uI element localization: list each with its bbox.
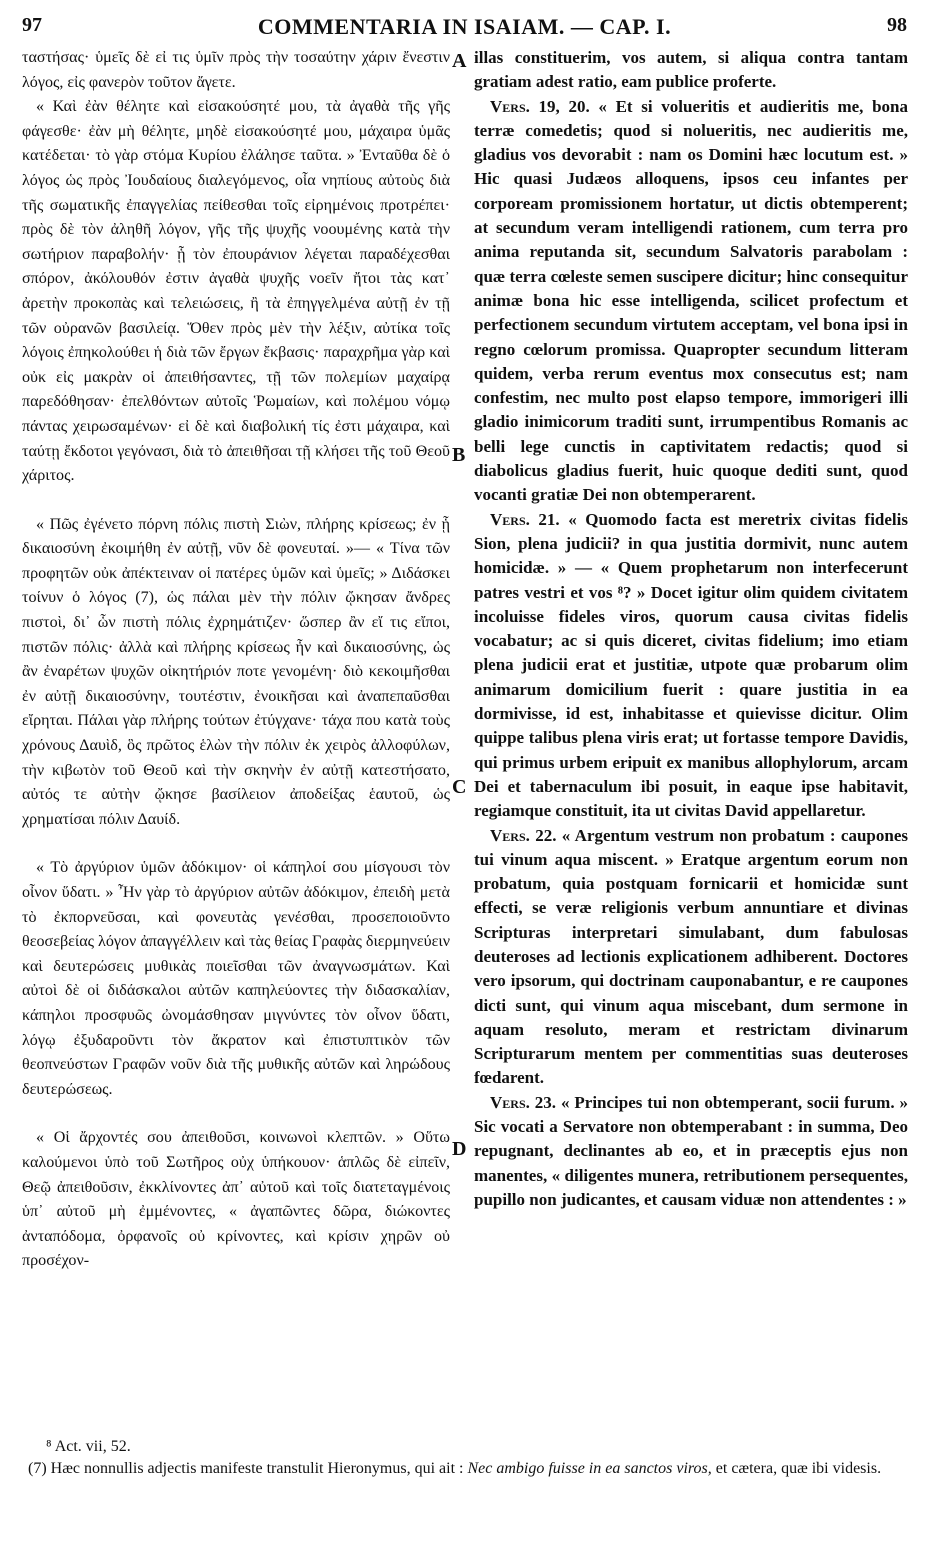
- greek-paragraph: « Καὶ ἐὰν θέλητε καὶ εἰσακούσητέ μου, τὰ ἀγαθὰ τῆς γῆς φάγεσθε· ἐὰν μὴ θέλητε, μηδὲ εἰσακούσητέ μου, μάχαιρα ὑμᾶς κατέδεται· τὸ γὰρ στόμα Κυρίου ἐλάλησε ταῦτα. » Ἐνταῦθα δὲ ὁ λόγος ὡς πρὸς Ἰουδαίους διαλεγόμενος, οἷα νηπίους αὐτοὺς διὰ τῆς σωματικῆς ἐπαγγελίας πείθεσθαι τοῖς εἰρημένοις προτρέπει· πρὸς δὲ τὸν ἀληθῆ λόγον, γῆς τῆς ψυχῆς νοουμένης κατὰ τὴν σωτήριον παραβολήν· ᾗ τὸν ἐπουράνιον λέγεται παραδέχεσθαι σπόρον, ἀκόλουθόν ἐστιν ἀγαθὰ ψυχῆς νοεῖν ἤτοι τὰς κατ᾽ ἀρετὴν προκοπὰς καὶ τελειώσεις, ἢ τὰ ἐπηγγελμένα αὐτῇ ἐν τῇ τῶν οὐρανῶν βασιλείᾳ. Ὅθεν πρὸς μὲν τὴν λέξιν, αὐτίκα τοῖς λόγοις ἐπηκολούθει ἡ διὰ τῶν ἔργων ἔκβασις· παραχρῆμα γὰρ καὶ οὐκ εἰς μακρὰν οἱ ἀπειθήσαντες, τῇ τῶν πολεμίων μαχαίρᾳ παρεδόθησαν· ἐπελθόντων αὐτοῖς Ῥωμαίων, καὶ πολέμου νόμῳ πάντας χειρωσαμένων· εἰ δὲ καὶ διαβολική τίς ἐστι μάχαιρα, καὶ ταύτῃ ἔκδοτοι γεγόνασι, διὰ τὸ ἀπειθῆσαι τῇ κλήσει τῆς τοῦ Θεοῦ χάριτος.: [22, 98, 450, 485]
- footnote-seven: [22, 1458, 907, 1480]
- latin-paragraph: [474, 508, 908, 824]
- latin-text: « Et si volueritis et audieritis me, bona terræ comedetis; quod si nolueritis, nec audieritis me, gladius vos devorabit : nam os Domini hæc locutum est. » Hic quasi Judæos alloquens, ipsos ceu infantes per corpoream promissionem hortatur, ut dictis obtemperent; at secundum veram intelligendi rationem, cum terra pro anima reputanda sit, secundum Salvatoris parabolam : quæ terra cœleste semen suscipere dicitur; hinc consequitur animæ bona hic esse intelligenda, scilicet profectum et perfectionem secundum virtutem acceptam, vel bona ipsi in regno cœlorum promissa. Quapropter secundum litteram quidem, verba rerum eventus mox consecutus est; nam confestim, nec multo post elapso tempore, immorigeri illi gladio inimicorum traditi sunt, irrumpentibus Romanis ac belli lege cunctis in captivitatem redactis; quod si diabolicus gladius fuerit, huic quoque dediti sunt, quod vocanti gratiæ Dei non obtemperarent.: [474, 96, 908, 505]
- latin-text: « Principes tui non obtemperant, socii furum. » Sic vocati a Servatore non obtemperabant : in summa, Deo repugnant, declinantes ab eo, et in præceptis ejus non manentes, « diligentes munera, retributionem persequentes, pupillo non judicantes, et causam viduæ non attendentes : »: [474, 1092, 908, 1209]
- verse-label: Vers. 22.: [490, 825, 557, 845]
- latin-text: « Quomodo facta est meretrix civitas fidelis Sion, plena judicii? in qua justitia dormivit, nunc autem homicidæ. » — « Quem prophetarum non interfecerunt patres vestri et vos ⁸? » Docet igitur olim quidem civitatem incoluisse fideles viros, quorum causa civitas fidelis vocabatur; ac si quis diceret, civitas fidelium; imo etiam plena judicii erat et justitiæ, utpote quæ probarum olim animarum domicilium fuerit : quare justitia in ea dormivisse, id est, inhabitasse et quievisse dicitur. Olim quippe talibus plena viris erat; ut fortasse tempore Davidis, qui primus urbem eripuit ex manibus allophylorum, arcam Dei et tabernaculum ibi posuit, in eaque ipse habitavit, regiamque constituit, ita ut civitas David appellaretur.: [474, 509, 908, 821]
- latin-column: [474, 46, 908, 1436]
- footnotes: [22, 1436, 907, 1480]
- latin-text: illas constituerim, vos autem, si aliqua contra tantam gratiam adest ratio, eam publice proferte.: [474, 48, 908, 92]
- margin-marker-d: D: [452, 1138, 467, 1160]
- latin-paragraph: [474, 1091, 908, 1212]
- footnote-scripture: ⁸ Act. vii, 52.: [46, 1438, 131, 1455]
- latin-text: « Argentum vestrum non probatum : caupones tui vinum aqua miscent. » Eratque argentum eorum non probatum, quia postquam fornicarii et homicidæ sunt effecti, se veræ religionis verbum annuntiare et divinas Scripturas interpretari simulabant, dum fabulosas deuteroses ad lectionis explicationem adhiberent. Doctores vero ipsorum, qui doctrinam cauponabantur, e re caupones dicti sunt, qui vinum aqua miscebant, dum sermone in aquam resoluto, meram et restrictam divinarum Scripturarum mentem per commentitias suas deuteroses fœdarent.: [474, 825, 908, 1088]
- greek-paragraph: ταστήσας· ὑμεῖς δὲ εἰ τις ὑμῖν πρὸς τὴν τοσαύτην χάριν ἔνεστιν λόγος, εἰς φανερὸν τοῦτον ἄγετε.: [22, 49, 450, 91]
- latin-paragraph: [474, 824, 908, 1091]
- verse-label: Vers. 21.: [490, 509, 560, 529]
- verse-label: Vers. 23.: [490, 1092, 557, 1112]
- margin-marker-b: B: [452, 444, 466, 466]
- footnote-tail: et cætera, quæ ibi videsis.: [711, 1460, 882, 1477]
- greek-paragraph: « Πῶς ἐγένετο πόρνη πόλις πιστὴ Σιὼν, πλήρης κρίσεως; ἐν ᾗ δικαιοσύνη ἐκοιμήθη ἐν αὐτῇ, νῦν δὲ φονευταί. »— « Τίνα τῶν προφητῶν οὐκ ἀπέκτειναν οἱ πατέρες ὑμῶν καὶ ὑμεῖς; » Διδάσκει τοίνυν ὁ λόγος (7), ὡς πάλαι μὲν τὴν πόλιν ᾤκησαν ἄνδρες πιστοὶ, δι᾽ ὧν πιστὴ πόλις ἐχρημάτιζεν· ὥσπερ ἂν εἴ τις εἴποι, πιστῶν πόλις· ἀλλὰ καὶ πλήρης κρίσεως ἦν καὶ δικαιοσύνης, ὡς ἂν ἐναρέτων ψυχῶν οἰκητήριόν ποτε γενομένη· διὸ κεκοιμῆσθαι ἐν αὐτῇ δικαιοσύνην, τουτέστιν, ἐνοικῆσαι καὶ ἀναπεπαῦσθαι εἴρηται. Πάλαι γὰρ πλήρης τούτων ἐτύγχανε· τάχα που κατὰ τοὺς χρόνους Δαυὶδ, ὃς πρῶτος ἑλὼν τὴν πόλιν ἐκ χειρὸς ἀλλοφύλων, τὴν κιβωτὸν τοῦ Θεοῦ καὶ τὴν σκηνὴν ἐν αὐτῇ κατεστήσατο, αὐτός τε αὐτὴν ᾤκησε βασίλειον ἀποδείξας ἑαυτοῦ, ὡς χρηματίσαι πόλιν Δαυίδ.: [22, 515, 450, 828]
- margin-marker-a: A: [452, 50, 467, 72]
- footnote-text: (7) Hæc nonnullis adjectis manifeste transtulit Hieronymus, qui ait :: [28, 1460, 468, 1477]
- page-header: [22, 10, 907, 44]
- margin-marker-c: C: [452, 776, 467, 798]
- greek-paragraph: « Οἱ ἄρχοντές σου ἀπειθοῦσι, κοινωνοὶ κλεπτῶν. » Οὕτω καλούμενοι ὑπὸ τοῦ Σωτῆρος οὐχ ὑπήκουον· ἁπλῶς δὲ εἰπεῖν, Θεῷ ἀπειθοῦσιν, ἐκκλίνοντες ἀπ᾽ αὐτοῦ καὶ τοῖς διατεταγμένοις ὑπ᾽ αὐτοῦ μὴ ἐμμένοντες, « ἀγαπῶντες δῶρα, διώκοντες ἀνταπόδομα, ὀρφανοῖς οὐ κρίνοντες, καὶ κρίσιν χηρῶν οὐ προσέχον-: [22, 1129, 450, 1270]
- footnote-quote: Nec ambigo fuisse in ea sanctos viros,: [467, 1460, 712, 1477]
- latin-paragraph: [474, 46, 908, 95]
- greek-column: [22, 46, 450, 1436]
- running-head: COMMENTARIA IN ISAIAM. — CAP. I.: [257, 14, 672, 39]
- greek-paragraph: « Τὸ ἀργύριον ὑμῶν ἀδόκιμον· οἱ κάπηλοί σου μίσγουσι τὸν οἶνον ὕδατι. » Ἦν γὰρ τὸ ἀργύριον αὐτῶν ἀδόκιμον, ἐπειδὴ μετὰ τὸ ἐκπορνεῦσαι, καὶ φονευτὰς γενέσθαι, προσεποιοῦντο θεοσεβείας λόγον ἀπαγγέλλειν καὶ τὰς θείας Γραφὰς διερμηνεύειν καὶ δευτερώσεις μυθικὰς ποιεῖσθαι τῶν ἀναγνωσμάτων. Καὶ αὐτοὶ δὲ οἱ διδάσκαλοι αὐτῶν καπηλεύοντες τὴν διδασκαλίαν, κάπηλοι προσφυῶς ὠνομάσθησαν μιγνύντες τὸν οἶνον ὕδατι, λόγῳ ἐξυδαροῦντι τὸν ἄκρατον καὶ ἐπιστυπτικὸν τῶν θεοπνεύστων Γραφῶν νοῦν διὰ τῆς μυθικῆς αὐτῶν καὶ ληρώδους δευτερώσεως.: [22, 859, 450, 1098]
- verse-label: Vers. 19, 20.: [490, 96, 590, 116]
- page-number-right: 98: [887, 14, 907, 36]
- page-number-left: 97: [22, 14, 42, 36]
- latin-paragraph: [474, 95, 908, 508]
